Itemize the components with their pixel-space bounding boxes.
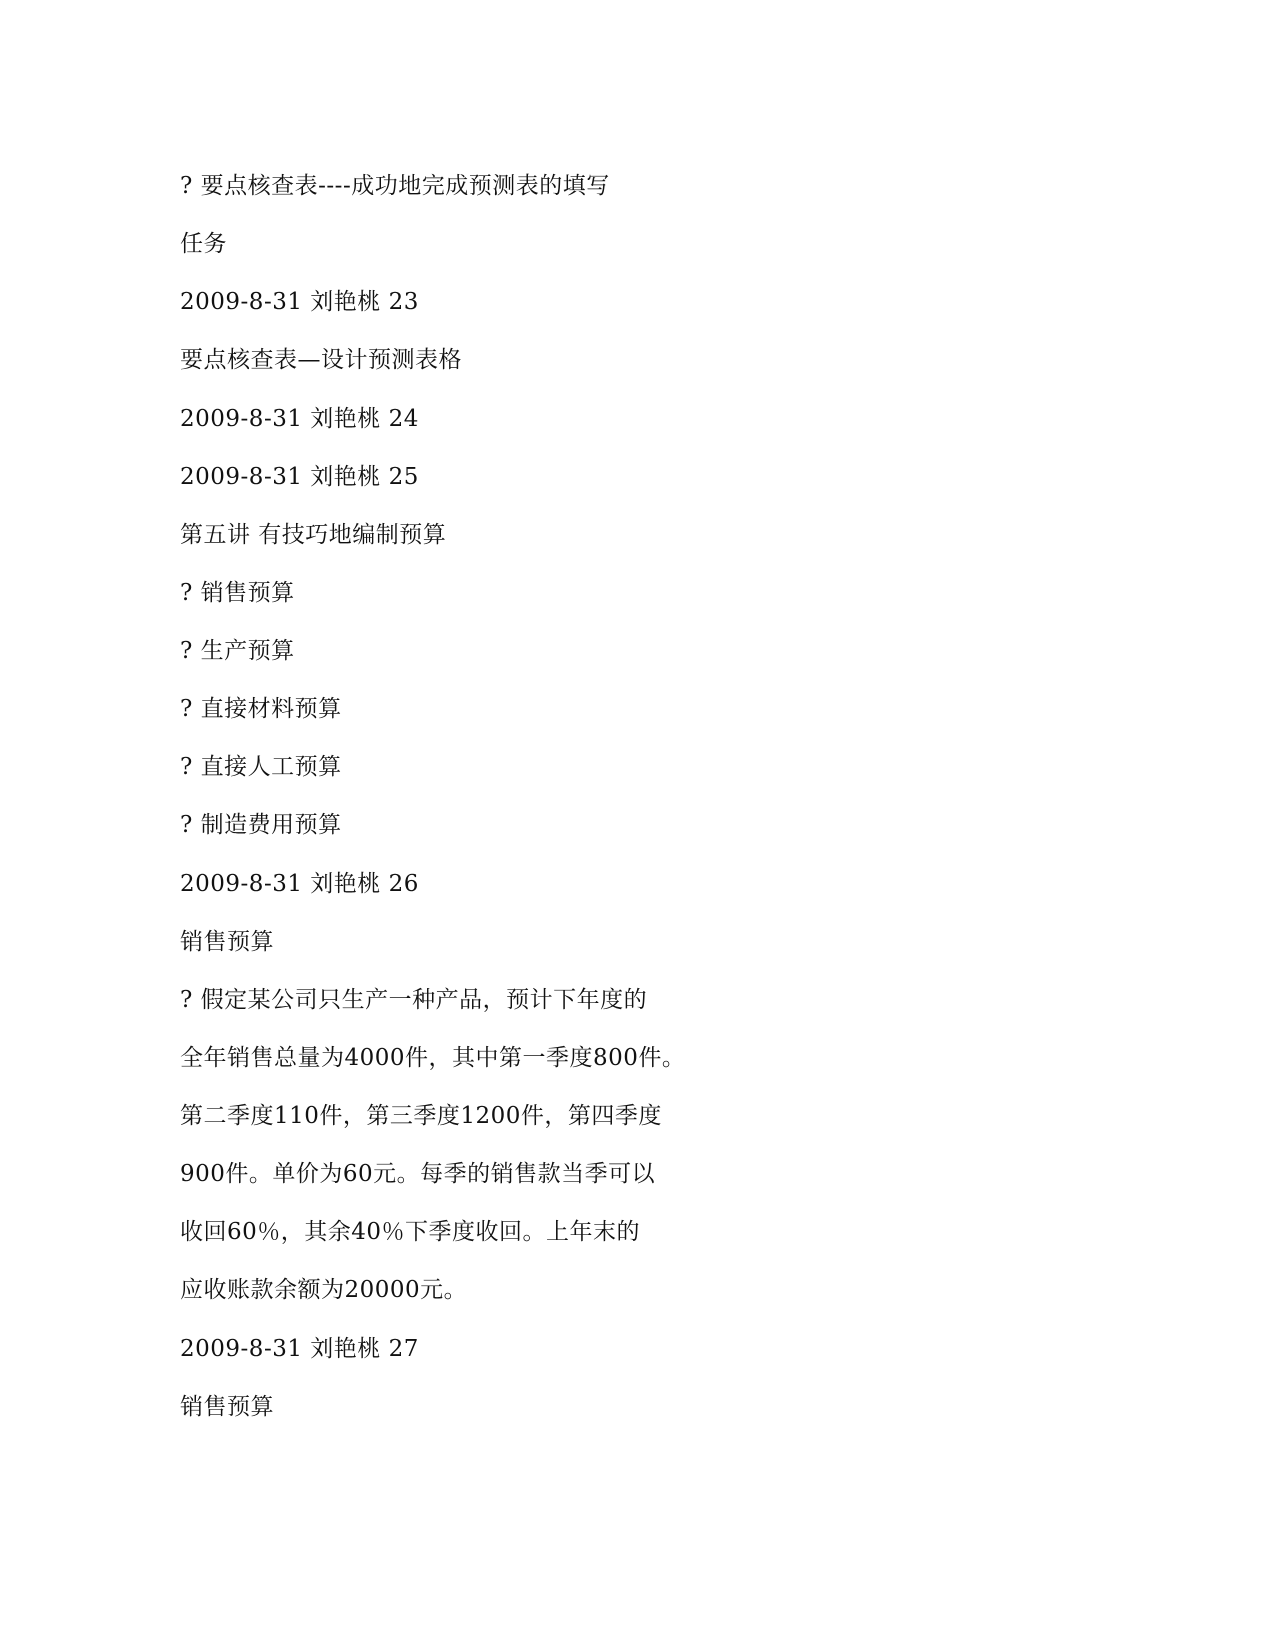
text-task: 任务 bbox=[180, 231, 227, 257]
heading-sales-budget-2: 销售预算 bbox=[180, 1394, 274, 1420]
bullet-sales-budget: ? 销售预算 bbox=[180, 580, 295, 606]
heading-lecture-five: 第五讲 有技巧地编制预算 bbox=[180, 522, 447, 548]
slide-footer-26: 2009-8-31 刘艳桃 26 bbox=[180, 871, 419, 897]
slide-footer-24: 2009-8-31 刘艳桃 24 bbox=[180, 406, 419, 432]
bullet-manufacturing-overhead-budget: ? 制造费用预算 bbox=[180, 812, 342, 838]
bullet-checklist-forecast-table: ? 要点核查表----成功地完成预测表的填写 bbox=[180, 173, 610, 199]
bullet-production-budget: ? 生产预算 bbox=[180, 638, 295, 664]
slide-footer-27: 2009-8-31 刘艳桃 27 bbox=[180, 1336, 419, 1362]
slide-footer-23: 2009-8-31 刘艳桃 23 bbox=[180, 289, 419, 315]
heading-sales-budget: 销售预算 bbox=[180, 929, 274, 955]
paragraph-line-3: 第二季度110件，第三季度1200件，第四季度 bbox=[180, 1103, 662, 1129]
paragraph-line-2: 全年销售总量为4000件，其中第一季度800件。 bbox=[180, 1045, 686, 1071]
heading-design-forecast-table: 要点核查表—设计预测表格 bbox=[180, 347, 462, 373]
paragraph-line-6: 应收账款余额为20000元。 bbox=[180, 1277, 468, 1303]
paragraph-line-1: ? 假定某公司只生产一种产品，预计下年度的 bbox=[180, 987, 648, 1013]
slide-footer-25: 2009-8-31 刘艳桃 25 bbox=[180, 464, 419, 490]
paragraph-line-5: 收回60％，其余40％下季度收回。上年末的 bbox=[180, 1219, 641, 1245]
bullet-direct-materials-budget: ? 直接材料预算 bbox=[180, 696, 342, 722]
paragraph-line-4: 900件。单价为60元。每季的销售款当季可以 bbox=[180, 1161, 656, 1187]
bullet-direct-labor-budget: ? 直接人工预算 bbox=[180, 754, 342, 780]
